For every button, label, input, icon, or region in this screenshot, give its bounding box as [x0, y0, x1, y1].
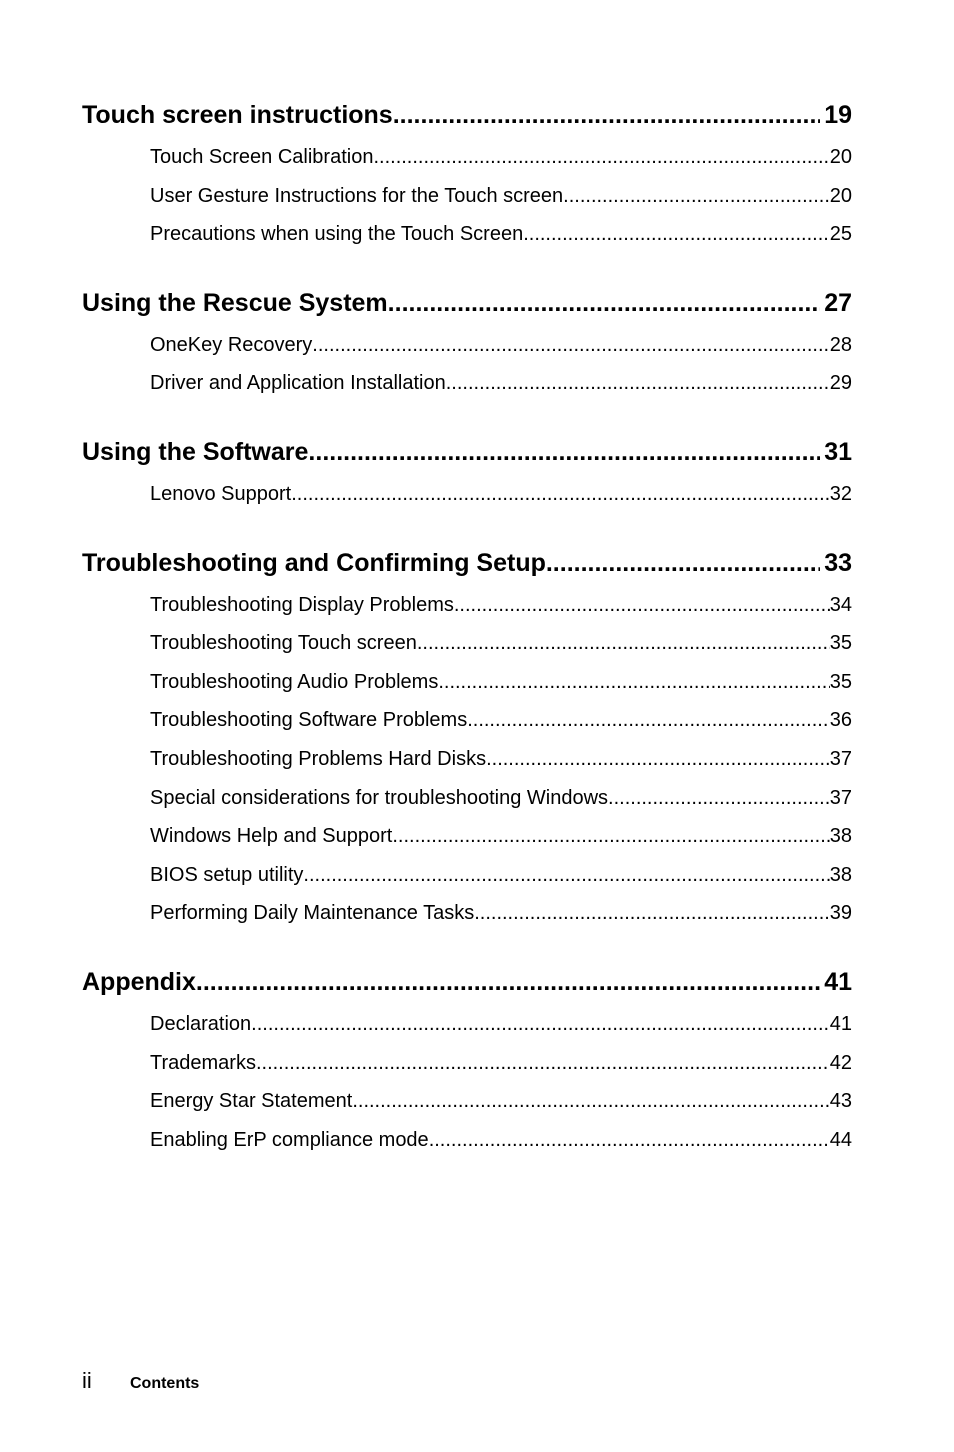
- toc-dot-leader: [203, 965, 820, 999]
- toc-heading-page: 19: [824, 101, 852, 129]
- toc-dot-leader: [291, 475, 830, 514]
- toc-entry[interactable]: [150, 740, 852, 779]
- toc-entry[interactable]: [150, 326, 852, 365]
- toc-entry-page: 35: [829, 670, 852, 693]
- toc-entry-title: Driver and Application Installation: [150, 372, 446, 395]
- toc-entry[interactable]: [150, 177, 852, 216]
- toc-entry-title: Special considerations for troubleshooting Windows: [150, 786, 609, 809]
- toc-entry-title: Trademarks: [150, 1051, 256, 1074]
- toc-entry[interactable]: [150, 1121, 852, 1160]
- toc-entry-title: Declaration: [150, 1012, 252, 1035]
- toc-entry-page: 36: [829, 709, 852, 732]
- toc-heading-title: Troubleshooting and Confirming Setup: [82, 548, 546, 577]
- toc-entry-title: Lenovo Support: [150, 482, 292, 505]
- toc-dot-leader: [308, 435, 820, 469]
- toc-heading-page: 41: [824, 967, 852, 996]
- toc-entry-page: 43: [829, 1090, 852, 1113]
- toc-entry[interactable]: [150, 701, 852, 740]
- toc-dot-leader: [373, 138, 829, 177]
- toc-entry-title: Energy Star Statement: [150, 1090, 353, 1113]
- toc-entry[interactable]: [150, 894, 852, 933]
- toc-section: [82, 965, 852, 1159]
- toc-entry[interactable]: [150, 856, 852, 895]
- toc-section: [82, 286, 852, 403]
- toc-dot-leader: [303, 856, 829, 895]
- toc-dot-leader: [417, 624, 830, 663]
- toc-entry-title: Troubleshooting Display Problems: [150, 593, 454, 616]
- toc-entry-title: Windows Help and Support: [150, 825, 393, 848]
- toc-dot-leader: [563, 177, 830, 216]
- toc-entry-title: Enabling ErP compliance mode: [150, 1128, 429, 1151]
- toc-entry[interactable]: [150, 663, 852, 702]
- toc-entry-page: 35: [829, 632, 852, 655]
- toc-entry-page: 44: [829, 1128, 852, 1151]
- toc-entry-title: Precautions when using the Touch Screen: [150, 223, 524, 246]
- toc-entry-page: 41: [829, 1012, 852, 1035]
- toc-entry-page: 25: [829, 223, 852, 246]
- toc-dot-leader: [438, 663, 829, 702]
- toc-dot-leader: [446, 364, 830, 403]
- toc-entry[interactable]: [150, 817, 852, 856]
- toc-heading[interactable]: [82, 286, 852, 320]
- toc-heading[interactable]: [82, 965, 852, 999]
- toc-dot-leader: [312, 326, 829, 365]
- toc-entry-page: 39: [829, 902, 852, 925]
- toc-entry-page: 28: [829, 333, 852, 356]
- toc-dot-leader: [251, 1005, 830, 1044]
- toc-heading-title: Appendix.: [82, 967, 203, 996]
- toc-section: [82, 98, 852, 254]
- toc-dot-leader: [454, 586, 830, 625]
- toc-entry-title: Touch Screen Calibration: [150, 146, 374, 168]
- toc-heading[interactable]: [82, 546, 852, 580]
- toc-dot-leader: [608, 779, 830, 818]
- toc-entry-title: Performing Daily Maintenance Tasks: [150, 902, 475, 925]
- toc-entry-title: Troubleshooting Software Problems: [150, 709, 468, 732]
- toc-entry-page: 29: [829, 372, 852, 395]
- toc-heading[interactable]: [82, 435, 852, 469]
- toc-section: [82, 435, 852, 514]
- toc-entry-page: 37: [829, 786, 852, 809]
- toc-dot-leader: [256, 1044, 830, 1083]
- toc-entry-title: Troubleshooting Audio Problems: [150, 670, 439, 693]
- toc-entry[interactable]: [150, 1044, 852, 1083]
- toc-entry-page: 20: [829, 146, 852, 168]
- toc-dot-leader: [429, 1121, 830, 1160]
- toc-heading-title: Using the Software: [82, 437, 309, 466]
- toc-dot-leader: [352, 1082, 829, 1121]
- toc-heading-title: Touch screen instructions: [82, 101, 393, 129]
- toc-entry-page: 38: [829, 825, 852, 848]
- toc-entry[interactable]: [150, 475, 852, 514]
- toc-heading-page: 33: [824, 548, 852, 577]
- toc-entry-title: OneKey Recovery: [150, 333, 313, 356]
- toc-heading-page: 31: [824, 437, 852, 466]
- toc-dot-leader: [393, 98, 820, 132]
- page-footer: [82, 1368, 199, 1394]
- toc-dot-leader: [474, 894, 830, 933]
- toc-dot-leader: [467, 701, 830, 740]
- table-of-contents: [82, 98, 852, 1159]
- toc-entry[interactable]: [150, 215, 852, 254]
- toc-dot-leader: [546, 546, 820, 580]
- toc-entry[interactable]: [150, 138, 852, 177]
- toc-dot-leader: [486, 740, 830, 779]
- toc-entry-page: 37: [829, 747, 852, 770]
- footer-label: Contents: [130, 1375, 200, 1392]
- footer-page-number: ii: [82, 1368, 92, 1393]
- toc-entry-title: Troubleshooting Touch screen: [150, 632, 417, 655]
- toc-dot-leader: [388, 286, 821, 320]
- toc-entry[interactable]: [150, 586, 852, 625]
- toc-entry-title: Troubleshooting Problems Hard Disks: [150, 747, 487, 770]
- toc-entry-title: User Gesture Instructions for the Touch screen: [150, 184, 564, 207]
- toc-entry-title: BIOS setup utility: [150, 863, 304, 886]
- toc-entry-page: 34: [829, 593, 852, 616]
- toc-entry-page: 38: [829, 863, 852, 886]
- toc-entry-page: 42: [829, 1051, 852, 1074]
- toc-entry-page: 32: [829, 482, 852, 505]
- toc-dot-leader: [392, 817, 829, 856]
- toc-entry[interactable]: [150, 1005, 852, 1044]
- toc-entry[interactable]: [150, 624, 852, 663]
- toc-entry[interactable]: [150, 364, 852, 403]
- toc-section: [82, 546, 852, 933]
- toc-entry[interactable]: [150, 779, 852, 818]
- toc-entry[interactable]: [150, 1082, 852, 1121]
- toc-heading-title: Using the Rescue System: [82, 288, 388, 317]
- toc-dot-leader: [523, 215, 830, 254]
- toc-heading[interactable]: [82, 98, 852, 132]
- toc-heading-page: 27: [824, 288, 852, 317]
- toc-entry-page: 20: [829, 184, 852, 207]
